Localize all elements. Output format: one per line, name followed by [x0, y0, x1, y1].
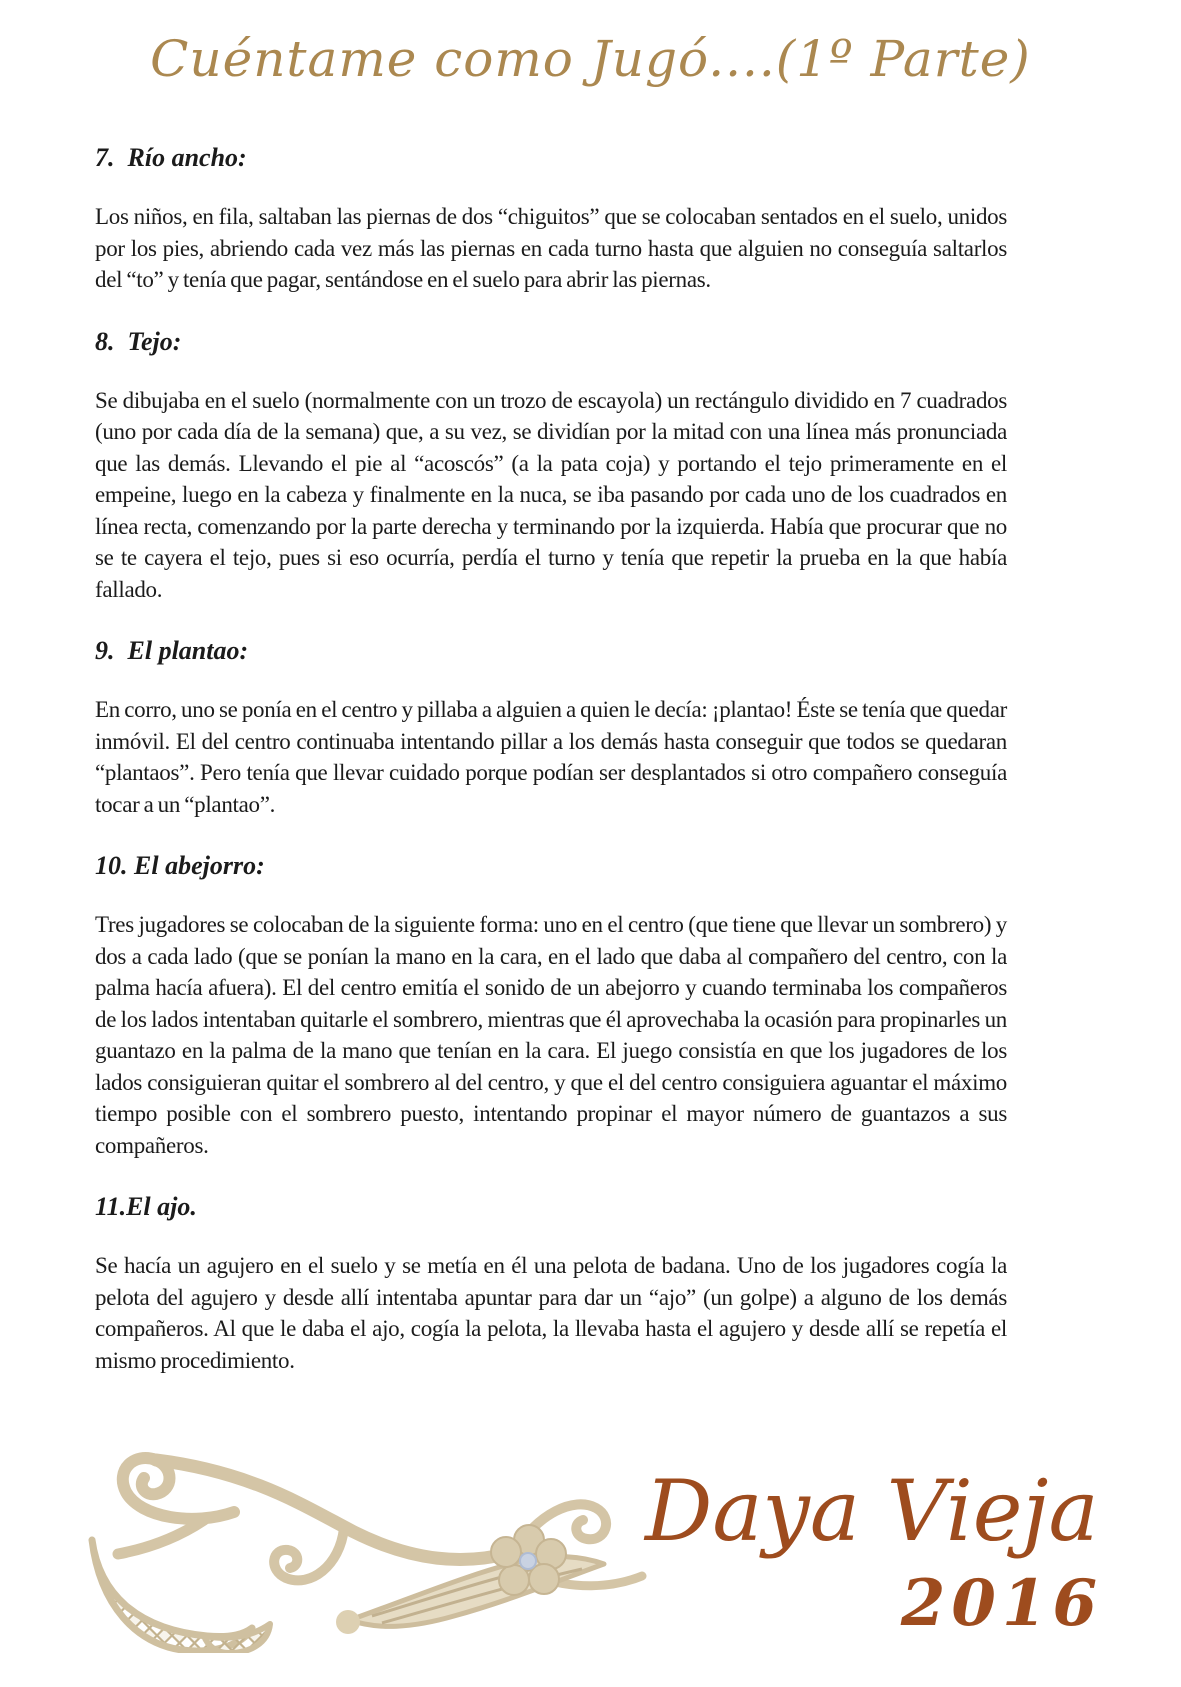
section-9-el-plantao	[95, 635, 1007, 820]
content-column	[95, 142, 1007, 1376]
lace-leaf-small	[204, 1624, 270, 1653]
stem-dot	[336, 1610, 360, 1634]
section-8-tejo	[95, 326, 1007, 606]
section-heading: 10. El abejorro:	[95, 851, 265, 880]
section-paragraph: Los niños, en fila, saltaban las piernas de dos “chiguitos” que se colocaban sentados en el suelo, unidos por los pies, abriendo cada vez más las piernas en cada turno hasta que alguien no conseguía saltarlos del “to” y tenía que pagar, sentándose en el suelo para abrir las piernas.	[95, 204, 1007, 292]
feather-leaf	[350, 1557, 604, 1627]
page-title: Cuéntame como Jugó....(1º Parte)	[150, 30, 1031, 88]
section-11-el-ajo	[95, 1191, 1007, 1376]
footer-location: Daya Vieja	[645, 1462, 1099, 1560]
flower-bead	[520, 1553, 536, 1569]
lace-flower	[491, 1525, 566, 1595]
footer-year: 2016	[900, 1566, 1103, 1641]
section-paragraph: En corro, uno se ponía en el centro y pillaba a alguien a quien le decía: ¡plantao! Éste se tenía que quedar inmóvil. El del centro continuaba intentando pillar a los demás hasta conseguir que todos se quedaran “plantaos”. Pero tenía que llevar cuidado porque podían ser desplantados si otro compañero conseguía tocar a un “plantao”.	[95, 697, 1007, 817]
section-7-rio-ancho	[95, 142, 1007, 296]
section-heading: 11.El ajo.	[95, 1192, 197, 1221]
section-paragraph: Se dibujaba en el suelo (normalmente con un trozo de escayola) un rectángulo dividido en 7 cuadrados (uno por cada día de la semana) que, a su vez, se dividían por la mitad con una línea más pronunciada que las demás. Llevando el pie al “acoscós” (a la pata coja) y portando el tejo primeramente en el empeine, luego en la cabeza y finalmente en la nuca, se iba pasando por cada uno de los cuadrados en línea recta, comenzando por la parte derecha y terminando por la izquierda. Había que procurar que no se te cayera el tejo, pues si eso ocurría, perdía el turno y tenía que repetir la prueba en la que había fallado.	[95, 387, 1007, 602]
section-10-el-abejorro	[95, 850, 1007, 1161]
section-paragraph: Tres jugadores se colocaban de la siguiente forma: uno en el centro (que tiene que llevar un sombrero) y dos a cada lado (que se ponían la mano en la cara, en el lado que daba al compañero del centro, con la palma hacía afuera). El del centro emitía el sonido de un abejorro y cuando terminaba los compañeros de los lados intentaban quitarle el sombrero, mientras que él aprovechaba la ocasión para propinarles un guantazo en la palma de la mano que tenían en la cara. El juego consistía en que los jugadores de los lados consiguieran quitar el sombrero al del centro, y que el del centro consiguiera aguantar el máximo tiempo posible con el sombrero puesto, intentando propinar el mayor número de guantazos a sus compañeros.	[95, 912, 1007, 1158]
lace-flourish-ornament	[82, 1448, 657, 1653]
section-paragraph: Se hacía un agujero en el suelo y se metía en él una pelota de badana. Uno de los jugadores cogía la pelota del agujero y desde allí intentaba apuntar para dar un “ajo” (un golpe) a alguno de los demás compañeros. Al que le daba el ajo, cogía la pelota, la llevaba hasta el agujero y desde allí se repetía el mismo procedimiento.	[95, 1253, 1007, 1373]
section-heading: 7. Río ancho:	[95, 143, 247, 172]
section-heading: 9. El plantao:	[95, 636, 249, 665]
section-heading: 8. Tejo:	[95, 326, 182, 356]
